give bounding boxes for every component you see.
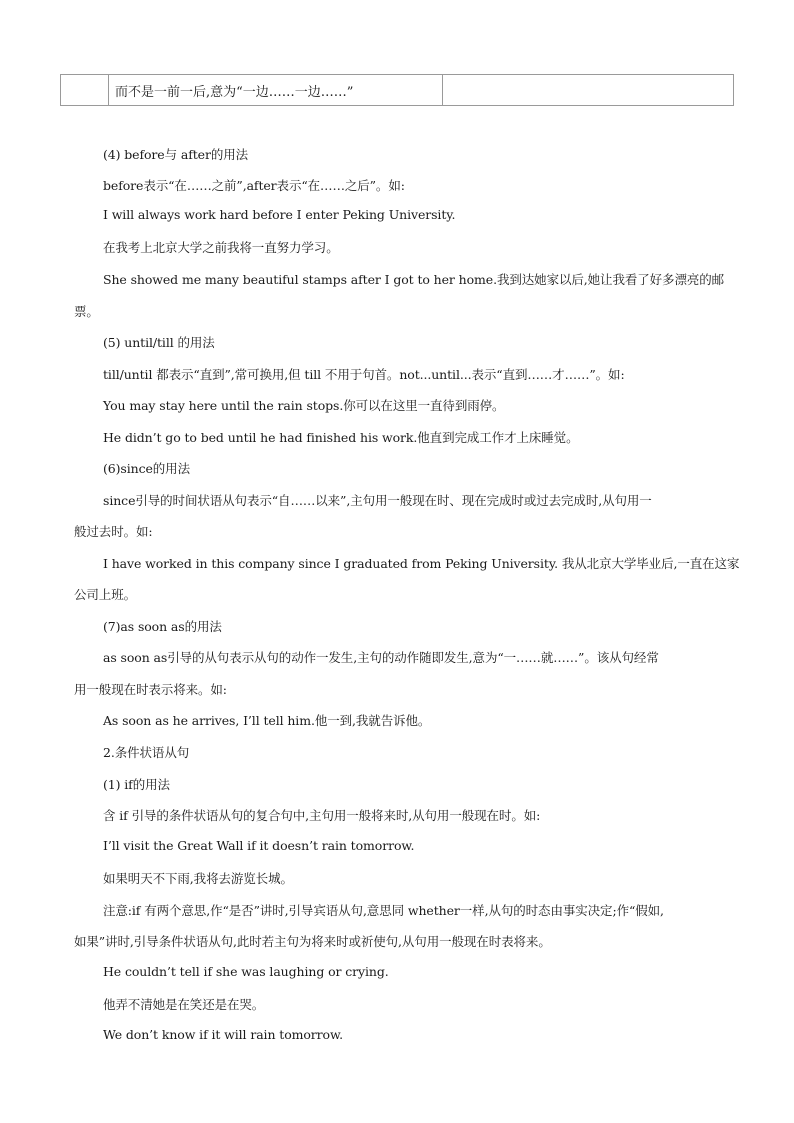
paragraph-line: 含 if 引导的条件状语从句的复合句中,主句用一般将来时,从句用一般现在时。如: [103, 808, 541, 823]
example-sentence: He didn’t go to bed until he had finished his work.他直到完成工作才上床睡觉。 [103, 430, 579, 445]
example-sentence: You may stay here until the rain stops.你可以在这里一直待到雨停。 [103, 398, 505, 413]
paragraph-line: 票。 [74, 304, 99, 319]
paragraph-line: since引导的时间状语从句表示“自……以来”,主句用一般现在时、现在完成时或过去完成时,从句用一 [103, 493, 652, 508]
example-sentence: We don’t know if it will rain tomorrow. [103, 1027, 343, 1042]
heading-as-soon-as: (7)as soon as的用法 [103, 619, 222, 634]
note-line: 注意:if 有两个意思,作“是否”讲时,引导宾语从句,意思同 whether一样,从句的时态由事实决定;作“假如, [103, 903, 664, 918]
example-sentence: She showed me many beautiful stamps after I got to her home.我到达她家以后,她让我看了好多漂亮的邮 [103, 272, 725, 287]
example-translation: 他弄不清她是在笑还是在哭。 [103, 997, 265, 1012]
example-sentence: He couldn’t tell if she was laughing or crying. [103, 964, 389, 979]
paragraph-line: 公司上班。 [74, 587, 137, 602]
example-translation: 如果明天不下雨,我将去游览长城。 [103, 871, 293, 886]
table-fragment [60, 74, 734, 106]
paragraph-line: as soon as引导的从句表示从句的动作一发生,主句的动作随即发生,意为“一……就……”。该从句经常 [103, 650, 659, 665]
heading-since: (6)since的用法 [103, 461, 190, 476]
paragraph-line: 般过去时。如: [74, 524, 153, 539]
paragraph-line: till/until 都表示“直到”,常可换用,但 till 不用于句首。not...until...表示“直到……才……”。如: [103, 367, 625, 382]
heading-until-till: (5) until/till 的用法 [103, 335, 215, 350]
table-cell-empty-right [443, 75, 733, 105]
note-line: 如果”讲时,引导条件状语从句,此时若主句为将来时或祈使句,从句用一般现在时表将来。 [74, 934, 551, 949]
table-cell-text: 而不是一前一后,意为“一边……一边……” [109, 75, 443, 105]
example-translation: 在我考上北京大学之前我将一直努力学习。 [103, 240, 339, 255]
example-sentence: As soon as he arrives, I’ll tell him.他一到,我就告诉他。 [103, 713, 431, 728]
heading-before-after: (4) before与 after的用法 [103, 147, 249, 162]
section-heading-conditional: 2.条件状语从句 [103, 745, 190, 760]
paragraph-line: 用一般现在时表示将来。如: [74, 682, 227, 697]
heading-if: (1) if的用法 [103, 777, 170, 792]
example-sentence: I have worked in this company since I graduated from Peking University. 我从北京大学毕业后,一直在这家 [103, 556, 740, 571]
example-sentence: I’ll visit the Great Wall if it doesn’t rain tomorrow. [103, 838, 415, 853]
example-sentence: I will always work hard before I enter Peking University. [103, 207, 456, 222]
paragraph-line: before表示“在……之前”,after表示“在……之后”。如: [103, 178, 405, 193]
table-cell-empty [61, 75, 109, 105]
